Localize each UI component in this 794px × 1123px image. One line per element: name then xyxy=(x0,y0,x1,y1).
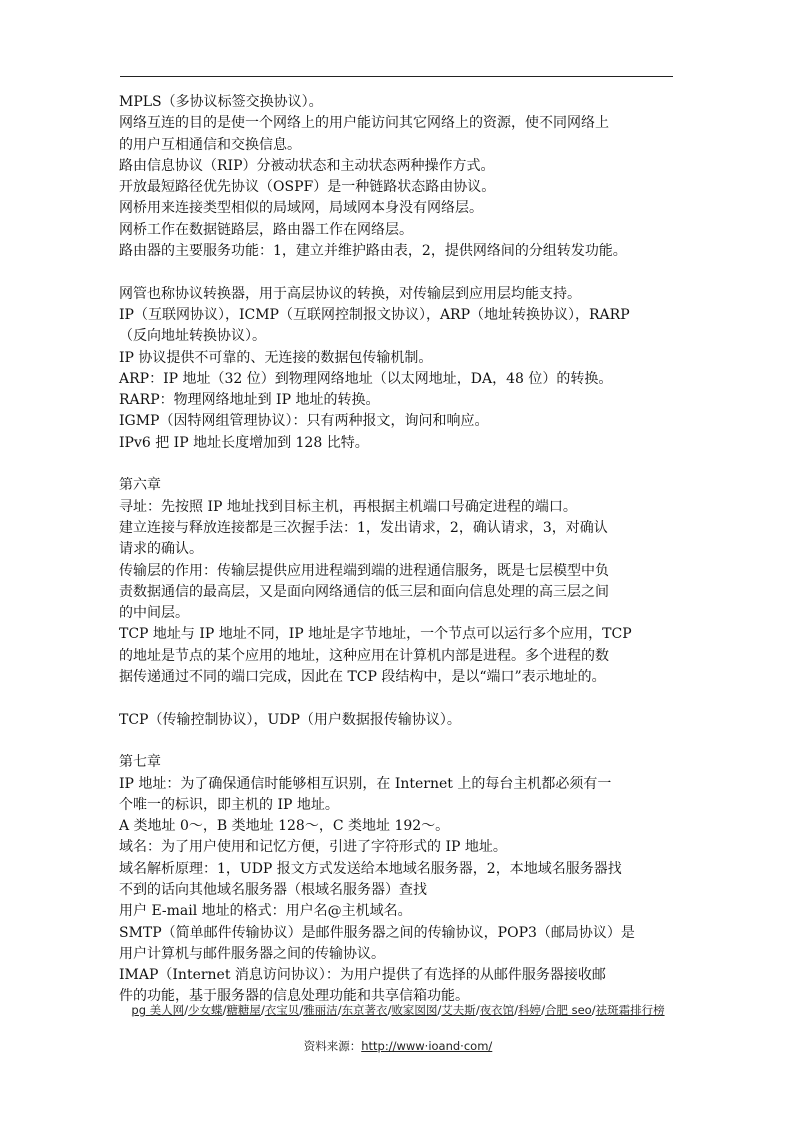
text-line: 责数据通信的最高层，又是面向网络通信的低三层和面向信息处理的高三层之间 xyxy=(119,583,609,600)
text-line: IMAP（Internet 消息访问协议）：为用户提供了有选择的从邮件服务器接收邮 xyxy=(119,967,606,984)
text-line: 传输层的作用：传输层提供应用进程端到端的进程通信服务，既是七层模型中负 xyxy=(119,562,609,579)
text-line: 不到的话向其他域名服务器（根域名服务器）查找 xyxy=(119,881,427,898)
text-line: 寻址：先按照 IP 地址找到目标主机，再根据主机端口号确定进程的端口。 xyxy=(119,498,577,515)
footer-source xyxy=(120,1038,676,1054)
link-separator: / xyxy=(475,1003,480,1017)
footer-link[interactable]: 败家囡囡 xyxy=(391,1003,438,1017)
text-line: 据传递通过不同的端口完成，因此在 TCP 段结构中，是以“端口”表示地址的。 xyxy=(119,669,606,686)
text-line: 的地址是节点的某个应用的地址，这种应用在计算机内部是进程。多个进程的数 xyxy=(119,647,609,664)
text-line: 第七章 xyxy=(119,754,161,771)
text-line: 开放最短路径优先协议（OSPF）是一种链路状态路由协议。 xyxy=(119,179,496,196)
footer-links xyxy=(120,1002,676,1019)
footer-link[interactable]: 祛斑霜排行榜 xyxy=(595,1003,665,1017)
text-line: IP 地址：为了确保通信时能够相互识别，在 Internet 上的每台主机都必须有一 xyxy=(119,775,612,792)
footer-link[interactable]: 少女蝶 xyxy=(188,1003,223,1017)
link-separator: / xyxy=(437,1003,442,1017)
text-line: 域名解析原理：1，UDP 报文方式发送给本地域名服务器，2，本地域名服务器找 xyxy=(119,860,622,877)
link-separator: / xyxy=(541,1003,545,1017)
text-line: ARP：IP 地址（32 位）到物理网络地址（以太网地址，DA，48 位）的转换。 xyxy=(119,370,613,387)
link-separator: / xyxy=(260,1003,265,1017)
text-line: 网络互连的目的是使一个网络上的用户能访问其它网络上的资源，使不同网络上 xyxy=(119,115,609,132)
text-line: TCP（传输控制协议），UDP（用户数据报传输协议）。 xyxy=(119,711,461,728)
text-line: 网管也称协议转换器，用于高层协议的转换，对传输层到应用层均能支持。 xyxy=(119,285,581,302)
source-link[interactable]: http://www·ioand·com/ xyxy=(361,1039,493,1053)
blank-line xyxy=(119,731,675,752)
footer-link[interactable]: 合肥 seo xyxy=(544,1003,592,1017)
footer-link[interactable]: 衣宝贝 xyxy=(264,1003,300,1017)
footer-link[interactable]: 雅丽洁 xyxy=(303,1003,338,1017)
text-line: TCP 地址与 IP 地址不同，IP 地址是字节地址，一个节点可以运行多个应用，TCP xyxy=(119,626,632,643)
link-separator: / xyxy=(184,1003,189,1017)
text-line: A 类地址 0～，B 类地址 128～，C 类地址 192～。 xyxy=(119,818,450,835)
link-separator: / xyxy=(222,1003,227,1017)
header-rule xyxy=(120,76,673,77)
link-separator: / xyxy=(514,1003,519,1017)
text-line: SMTP（简单邮件传输协议）是邮件服务器之间的传输协议，POP3（邮局协议）是 xyxy=(119,924,635,941)
text-line: IP 协议提供不可靠的、无连接的数据包传输机制。 xyxy=(119,349,433,366)
link-separator: / xyxy=(337,1003,342,1017)
text-line: RARP：物理网络地址到 IP 地址的转换。 xyxy=(119,392,380,409)
text-line: 的用户互相通信和交换信息。 xyxy=(119,136,301,153)
footer-link[interactable]: 夜衣馆 xyxy=(479,1003,515,1017)
text-line: 路由信息协议（RIP）分被动状态和主动状态两种操作方式。 xyxy=(119,157,495,174)
text-line: 请求的确认。 xyxy=(119,541,203,558)
text-line: 第六章 xyxy=(119,477,161,494)
link-separator: / xyxy=(591,1003,596,1017)
source-label: 资料来源： xyxy=(303,1039,362,1053)
text-line: 件的功能，基于服务器的信息处理功能和共享信箱功能。 xyxy=(119,988,469,1005)
text-line: IP（互联网协议），ICMP（互联网控制报文协议），ARP（地址转换协议），RARP xyxy=(119,306,630,323)
footer-link[interactable]: 艾夫斯 xyxy=(441,1003,476,1017)
footer-link[interactable]: 糖糖屋 xyxy=(226,1003,261,1017)
text-line: 网桥工作在数据链路层，路由器工作在网络层。 xyxy=(119,221,413,238)
text-line: 用户计算机与邮件服务器之间的传输协议。 xyxy=(119,945,385,962)
text-line: （反向地址转换协议）。 xyxy=(119,328,266,345)
text-line: 个唯一的标识，即主机的 IP 地址。 xyxy=(119,796,339,813)
text-line: 建立连接与释放连接都是三次握手法：1，发出请求，2，确认请求，3，对确认 xyxy=(119,519,608,536)
document-body xyxy=(119,92,675,1008)
blank-line xyxy=(119,454,675,475)
text-line: 网桥用来连接类型相似的局域网，局域网本身没有网络层。 xyxy=(119,200,483,217)
link-separator: / xyxy=(387,1003,392,1017)
footer-link[interactable]: 科婷 xyxy=(518,1003,542,1017)
footer-link[interactable]: 东京著衣 xyxy=(341,1003,388,1017)
blank-line xyxy=(119,688,675,709)
blank-line xyxy=(119,262,675,283)
link-separator: / xyxy=(299,1003,304,1017)
text-line: 路由器的主要服务功能：1，建立并维护路由表，2，提供网络间的分组转发功能。 xyxy=(119,243,627,260)
text-line: 域名：为了用户使用和记忆方便，引进了字符形式的 IP 地址。 xyxy=(119,839,507,856)
text-line: IGMP（因特网组管理协议）：只有两种报文，询问和响应。 xyxy=(119,413,489,430)
text-line: 用户 E-mail 地址的格式：用户名@主机域名。 xyxy=(119,903,412,920)
text-line: 的中间层。 xyxy=(119,605,189,622)
text-line: MPLS（多协议标签交换协议）。 xyxy=(119,94,323,110)
footer-link[interactable]: pg 美人网 xyxy=(131,1003,185,1017)
text-line: IPv6 把 IP 地址长度增加到 128 比特。 xyxy=(119,434,369,451)
